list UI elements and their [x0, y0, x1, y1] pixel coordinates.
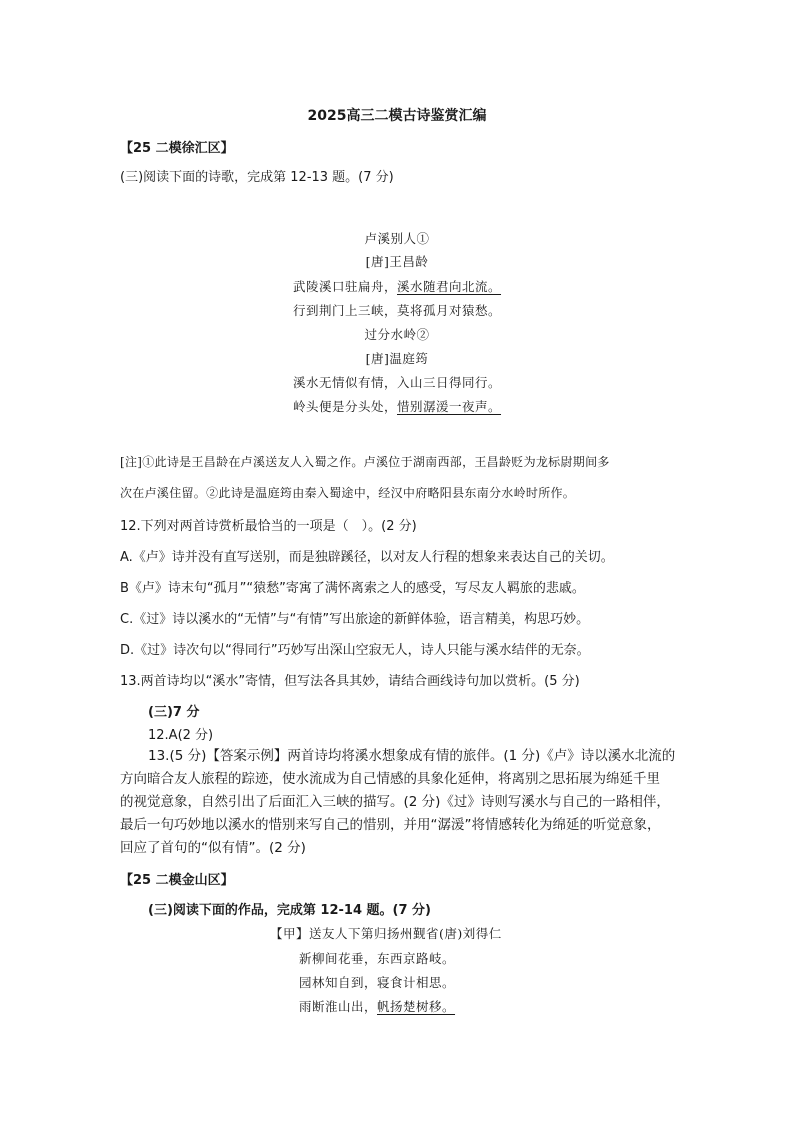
option-a: A.《卢》诗并没有直写送别，而是独辟蹊径，以对友人行程的想象来表达自己的关切。	[120, 550, 614, 565]
answer-13	[120, 745, 675, 860]
poem-jia-title: 【甲】送友人下第归扬州觐省(唐)刘得仁	[270, 926, 502, 941]
poem1-author: [唐]王昌龄	[365, 254, 429, 269]
option-b: B《卢》诗末句“孤月”“猿愁”寄寓了满怀离索之人的感受，写尽友人羁旅的悲戚。	[120, 581, 585, 596]
poem-jia-line3-underlined: 帆扬楚树移。	[377, 999, 456, 1014]
poem-jia-line3-a: 雨断淮山出，	[299, 999, 378, 1014]
poem2-title: 过分水岭②	[364, 327, 430, 342]
answer-heading: (三)7 分	[148, 705, 200, 720]
poem2-line1: 溪水无情似有情，入山三日得同行。	[292, 375, 501, 390]
question-instruction-2: (三)阅读下面的作品，完成第 12-14 题。(7 分)	[148, 903, 431, 918]
question-12: 12.下列对两首诗赏析最恰当的一项是（ ）。(2 分)	[120, 519, 417, 534]
poem1-line1-a: 武陵溪口驻扁舟，	[292, 279, 397, 294]
section-header-jinshan: 【25 二模金山区】	[120, 873, 234, 888]
answer-12: 12.A(2 分)	[148, 728, 214, 743]
answer-13-line: 13.(5 分)【答案示例】两首诗均将溪水想象成有情的旅伴。(1 分)《卢》诗以溪水北流的	[148, 748, 676, 764]
answer-13-line: 回应了首句的“似有情”。(2 分)	[120, 840, 306, 856]
annotation-line2: 次在卢溪住留。②此诗是温庭筠由秦入蜀途中，经汉中府略阳县东南分水岭时所作。	[120, 486, 576, 500]
question-13: 13.两首诗均以“溪水”寄情，但写法各具其妙，请结合画线诗句加以赏析。(5 分)	[120, 674, 580, 689]
section-header-xuhui: 【25 二模徐汇区】	[120, 141, 234, 156]
poem2-author: [唐]温庭筠	[365, 351, 429, 366]
poem-jia-line2: 园林知自到，寝食计相思。	[299, 975, 456, 990]
answer-13-line: 的视觉意象，自然引出了后面汇入三峡的描写。(2 分)《过》诗则写溪水与自己的一路相伴，	[120, 794, 670, 810]
answer-13-line: 最后一句巧妙地以溪水的惜别来写自己的惜别，并用“潺湲”将情感转化为绵延的听觉意象，	[120, 817, 661, 833]
poem2-line2-underlined: 惜别潺湲一夜声。	[397, 399, 502, 414]
annotation-line1: [注]①此诗是王昌龄在卢溪送友人入蜀之作。卢溪位于湖南西部，王昌龄贬为龙标尉期间多	[120, 455, 610, 469]
poem1-line1	[0, 277, 794, 295]
poem1-title: 卢溪别人①	[364, 231, 430, 246]
option-c: C.《过》诗以溪水的“无情”与“有情”写出旅途的新鲜体验，语言精美，构思巧妙。	[120, 612, 590, 627]
question-instruction: (三)阅读下面的诗歌，完成第 12-13 题。(7 分)	[120, 170, 394, 185]
answer-13-line: 方向暗合友人旅程的踪迹，使水流成为自己情感的具象化延伸，将离别之思拓展为绵延千里	[120, 771, 660, 787]
poem2-line2	[0, 397, 794, 415]
poem-jia-line1: 新柳间花垂，东西京路岐。	[299, 951, 456, 966]
document-title: 2025高三二模古诗鉴赏汇编	[307, 108, 487, 124]
poem-jia-line3	[299, 997, 455, 1015]
poem1-line2: 行到荆门上三峡，莫将孤月对猿愁。	[292, 303, 501, 318]
poem1-line1-underlined: 溪水随君向北流。	[397, 279, 502, 294]
option-d: D.《过》诗次句以“得同行”巧妙写出深山空寂无人，诗人只能与溪水结伴的无奈。	[120, 643, 590, 658]
poem2-line2-a: 岭头便是分头处，	[292, 399, 397, 414]
